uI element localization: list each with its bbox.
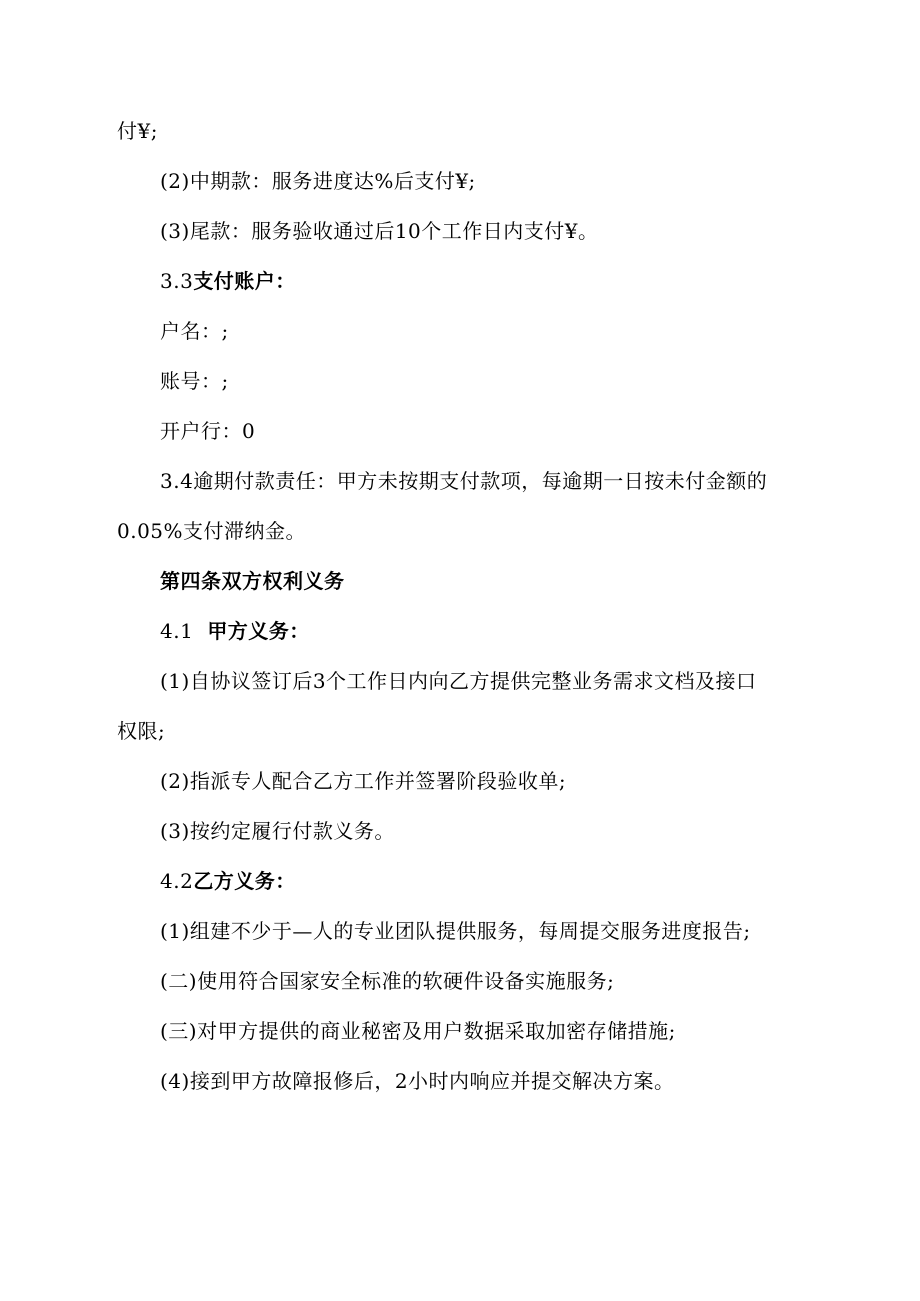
section-4-2-heading (160, 868, 296, 894)
text-line-late-payment (160, 468, 767, 494)
text-line-payment-1 (117, 118, 158, 144)
line-text: 账号：; (160, 369, 229, 393)
text-line-account-number (160, 368, 229, 394)
section-number: 4.2 (160, 869, 194, 893)
section-title: 乙方义务： (193, 869, 296, 893)
line-text: (三)对甲方提供的商业秘密及用户数据采取加密存储措施; (160, 1019, 676, 1043)
line-text: 付¥; (117, 119, 158, 143)
line-text: (4)接到甲方故障报修后，2小时内响应并提交解决方案。 (160, 1069, 675, 1093)
line-text: 3.4逾期付款责任：甲方未按期支付款项，每逾期一日按未付金额的 (160, 469, 768, 493)
line-text: 开户行：0 (160, 419, 256, 443)
line-text: (1)组建不少于—人的专业团队提供服务，每周提交服务进度报告; (160, 919, 751, 943)
text-line-mid-payment (160, 168, 476, 194)
line-text: (2)中期款：服务进度达%后支付¥; (160, 169, 476, 193)
text-line-party-a-3 (160, 818, 395, 844)
text-line-account-name (160, 318, 229, 344)
line-text: (2)指派专人配合乙方工作并签署阶段验收单; (160, 769, 567, 793)
text-line-final-payment (160, 218, 599, 244)
line-text: (二)使用符合国家安全标准的软硬件设备实施服务; (160, 969, 615, 993)
text-line-party-a-2 (160, 768, 566, 794)
section-title: 甲方义务： (207, 619, 310, 643)
section-4-1-heading (160, 618, 310, 644)
line-text: (1)自协议签订后3个工作日内向乙方提供完整业务需求文档及接口 (160, 669, 757, 693)
section-title: 支付账户： (193, 269, 296, 293)
text-line-late-fee (117, 518, 306, 544)
text-line-party-b-3 (160, 1018, 676, 1044)
section-number: 4.1 (160, 619, 194, 643)
section-3-3-heading (160, 268, 296, 294)
line-text: 0.05%支付滞纳金。 (117, 519, 307, 543)
line-text: 权限; (117, 719, 166, 743)
text-line-party-b-4 (160, 1068, 675, 1094)
text-line-party-a-1 (160, 668, 757, 694)
article-4-heading (160, 568, 345, 594)
text-line-party-b-2 (160, 968, 614, 994)
line-text: (3)按约定履行付款义务。 (160, 819, 395, 843)
text-line-bank (160, 418, 255, 444)
line-text: (3)尾款：服务验收通过后10个工作日内支付¥。 (160, 219, 599, 243)
text-line-party-a-1-cont (117, 718, 165, 744)
section-number: 3.3 (160, 269, 194, 293)
article-title: 第四条双方权利义务 (160, 569, 345, 593)
text-line-party-b-1 (160, 918, 751, 944)
line-text: 户名：; (160, 319, 229, 343)
